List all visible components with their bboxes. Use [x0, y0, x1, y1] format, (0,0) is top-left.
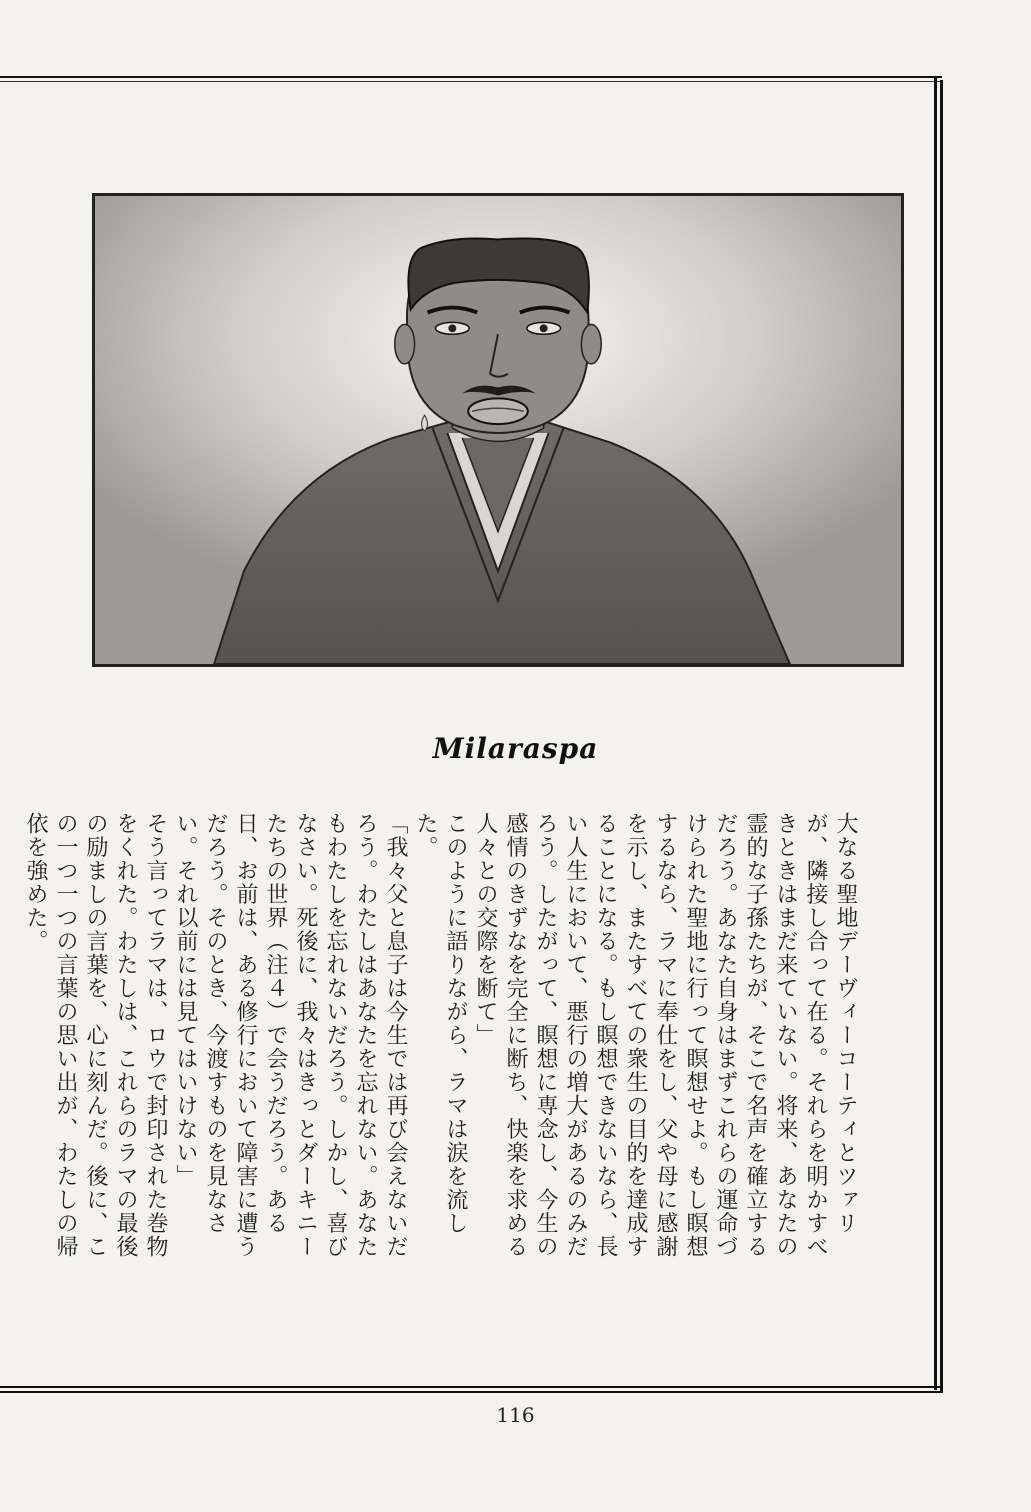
portrait-illustration: [92, 193, 904, 667]
frame-bottom-line-outer: [0, 1391, 943, 1393]
frame-bottom-line: [0, 1386, 942, 1388]
paragraph-1: 大なる聖地デーヴィーコーティとツァリが、隣接し合って在る。それらを明かすべきときはまだ来ていない。将来、あなたの霊的な子孫たちが、そこで名声を確立するだろう。あなた自身はまずこれらの運命づけられた聖地に行って瞑想せよ。もし瞑想するなら、ラマに奉仕をし、父や母に感謝を示し、またすべての衆生の目的を達成することになる。もし瞑想できないなら、長い人生において、悪行の増大があるのみだろう。したがって、瞑想に専念し、今生の感情のきずなを完全に断ち、快楽を求める人々との交際を断て」: [473, 812, 858, 1259]
page-number: 116: [496, 1403, 535, 1427]
body-text: [23, 812, 860, 1262]
paragraph-3: 「我々父と息子は今生では再び会えないだろう。わたしはあなたを忘れない。あなたもわたしを忘れないだろう。しかし、喜びなさい。死後に、我々はきっとダーキニーたちの世界（注４）で会うだろう。ある日、お前は、ある修行において障害に遭うだろう。そのとき、今渡すものを見なさい。それ以前には見てはいけない」: [173, 812, 408, 1259]
paragraph-4: そう言ってラマは、ロウで封印された巻物をくれた。わたしは、これらのラマの最後の励ましの言葉を、心に刻んだ。後に、この一つ一つの言葉の思い出が、わたしの帰依を強めた。: [23, 812, 168, 1259]
chapter-title: Milaraspa: [432, 732, 599, 765]
portrait-illustration-icon: [95, 196, 901, 664]
frame-top-line: [0, 76, 942, 78]
paragraph-2: このように語りながら、ラマは涙を流した。: [413, 812, 468, 1235]
frame-top-line-inner: [0, 81, 940, 82]
